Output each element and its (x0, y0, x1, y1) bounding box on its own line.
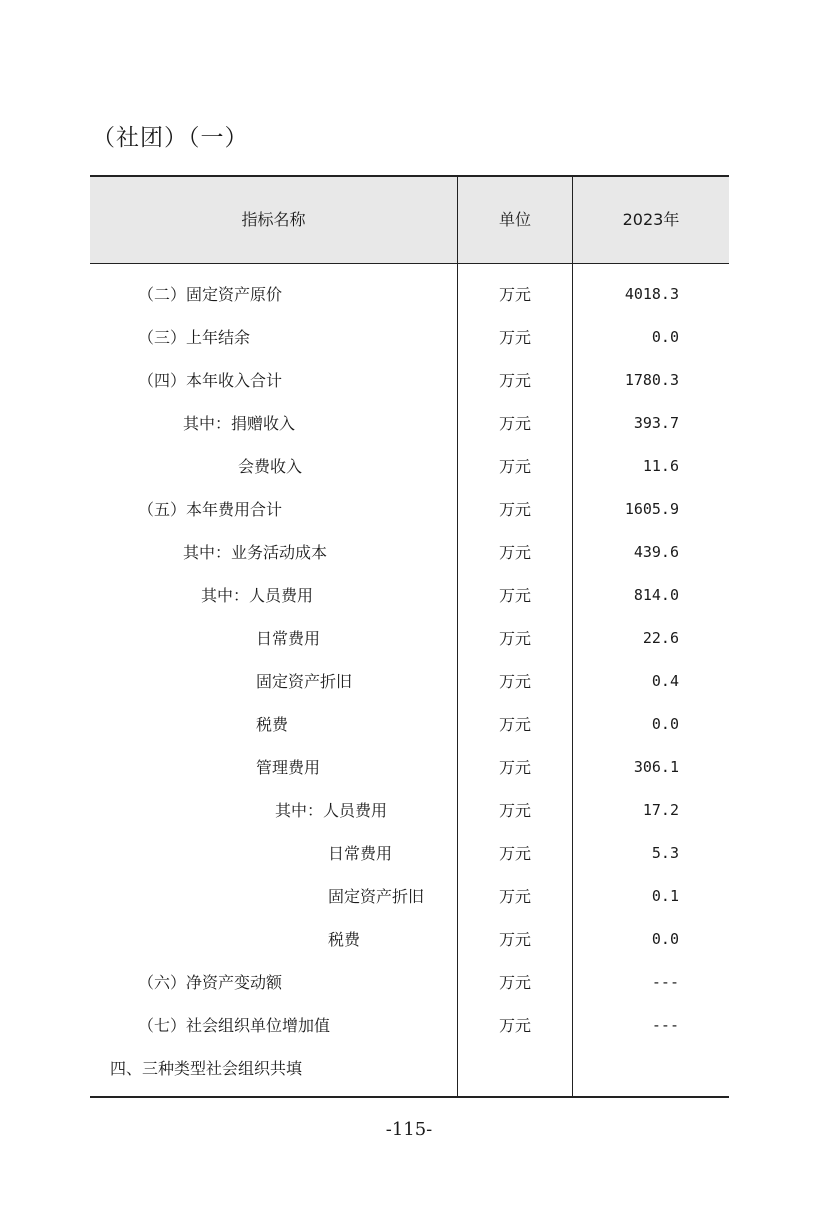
row-indicator-name: 税费 (256, 715, 289, 734)
table-row (90, 789, 729, 832)
row-value-2023: 439.6 (633, 543, 679, 561)
header-unit: 单位 (498, 210, 531, 229)
row-unit (458, 1047, 572, 1090)
header-indicator-name: 指标名称 (241, 210, 306, 229)
row-unit: 万元 (498, 930, 531, 949)
row-unit: 万元 (498, 973, 531, 992)
table-row (90, 703, 729, 746)
table-header-rule (90, 263, 729, 264)
row-unit: 万元 (498, 586, 531, 605)
row-indicator-name: 会费收入 (238, 457, 303, 476)
row-indicator-name: （六）净资产变动额 (138, 973, 283, 992)
row-unit: 万元 (498, 285, 531, 304)
table-row (90, 1004, 729, 1047)
row-indicator-name: （四）本年收入合计 (138, 371, 283, 390)
row-unit: 万元 (498, 543, 531, 562)
page-title: （社团）（一） (92, 125, 249, 151)
row-value-2023: 814.0 (633, 586, 679, 604)
table-row (90, 918, 729, 961)
row-indicator-name: 税费 (328, 930, 361, 949)
row-value-2023: 0.0 (651, 930, 679, 948)
row-value-2023: 393.7 (633, 414, 679, 432)
row-unit: 万元 (498, 1016, 531, 1035)
header-year: 2023年 (622, 210, 680, 229)
table-row (90, 445, 729, 488)
row-value-2023: 0.1 (651, 887, 679, 905)
row-value-2023: 306.1 (633, 758, 679, 776)
row-indicator-name: 固定资产折旧 (256, 672, 353, 691)
table-row (90, 961, 729, 1004)
row-indicator-name: （五）本年费用合计 (138, 500, 283, 519)
row-value-2023: 4018.3 (624, 285, 679, 303)
row-indicator-name: （二）固定资产原价 (138, 285, 283, 304)
table-row (90, 746, 729, 789)
table-row (90, 531, 729, 574)
row-unit: 万元 (498, 500, 531, 519)
page-number: -115- (385, 1119, 433, 1140)
row-unit: 万元 (498, 844, 531, 863)
table-row (90, 488, 729, 531)
row-unit: 万元 (498, 887, 531, 906)
row-unit: 万元 (498, 371, 531, 390)
row-indicator-name: 其中：业务活动成本 (183, 543, 328, 562)
table-row (90, 402, 729, 445)
row-unit: 万元 (498, 715, 531, 734)
row-value-2023: 5.3 (651, 844, 679, 862)
row-value-2023: 22.6 (642, 629, 679, 647)
row-value-2023: 0.0 (651, 328, 679, 346)
row-value-2023: 0.0 (651, 715, 679, 733)
row-indicator-name: （三）上年结余 (138, 328, 251, 347)
row-indicator-name: 固定资产折旧 (328, 887, 425, 906)
row-value-2023: --- (651, 973, 679, 991)
table-row (90, 273, 729, 316)
row-unit: 万元 (498, 328, 531, 347)
row-value-2023: 0.4 (651, 672, 679, 690)
row-unit: 万元 (498, 629, 531, 648)
row-value-2023: --- (651, 1016, 679, 1034)
row-value-2023: 17.2 (642, 801, 679, 819)
row-unit: 万元 (498, 672, 531, 691)
row-value-2023: 1780.3 (624, 371, 679, 389)
row-indicator-name: 其中：捐赠收入 (183, 414, 296, 433)
table-row (90, 660, 729, 703)
row-indicator-name: （七）社会组织单位增加值 (138, 1016, 331, 1035)
row-indicator-name: 日常费用 (328, 844, 393, 863)
table-row (90, 1047, 729, 1090)
table-row (90, 316, 729, 359)
row-indicator-name: 其中：人员费用 (275, 801, 388, 820)
table-row (90, 359, 729, 402)
row-indicator-name: 管理费用 (256, 758, 321, 777)
row-value-2023 (573, 1047, 679, 1090)
row-unit: 万元 (498, 801, 531, 820)
table-row (90, 875, 729, 918)
row-unit: 万元 (498, 758, 531, 777)
row-indicator-name: 日常费用 (256, 629, 321, 648)
row-indicator-name: 四、三种类型社会组织共填 (110, 1059, 303, 1078)
table-bottom-rule (90, 1096, 729, 1098)
row-unit: 万元 (498, 457, 531, 476)
row-unit: 万元 (498, 414, 531, 433)
row-value-2023: 1605.9 (624, 500, 679, 518)
table-row (90, 574, 729, 617)
table-row (90, 832, 729, 875)
table-row (90, 617, 729, 660)
row-value-2023: 11.6 (642, 457, 679, 475)
row-indicator-name: 其中：人员费用 (201, 586, 314, 605)
